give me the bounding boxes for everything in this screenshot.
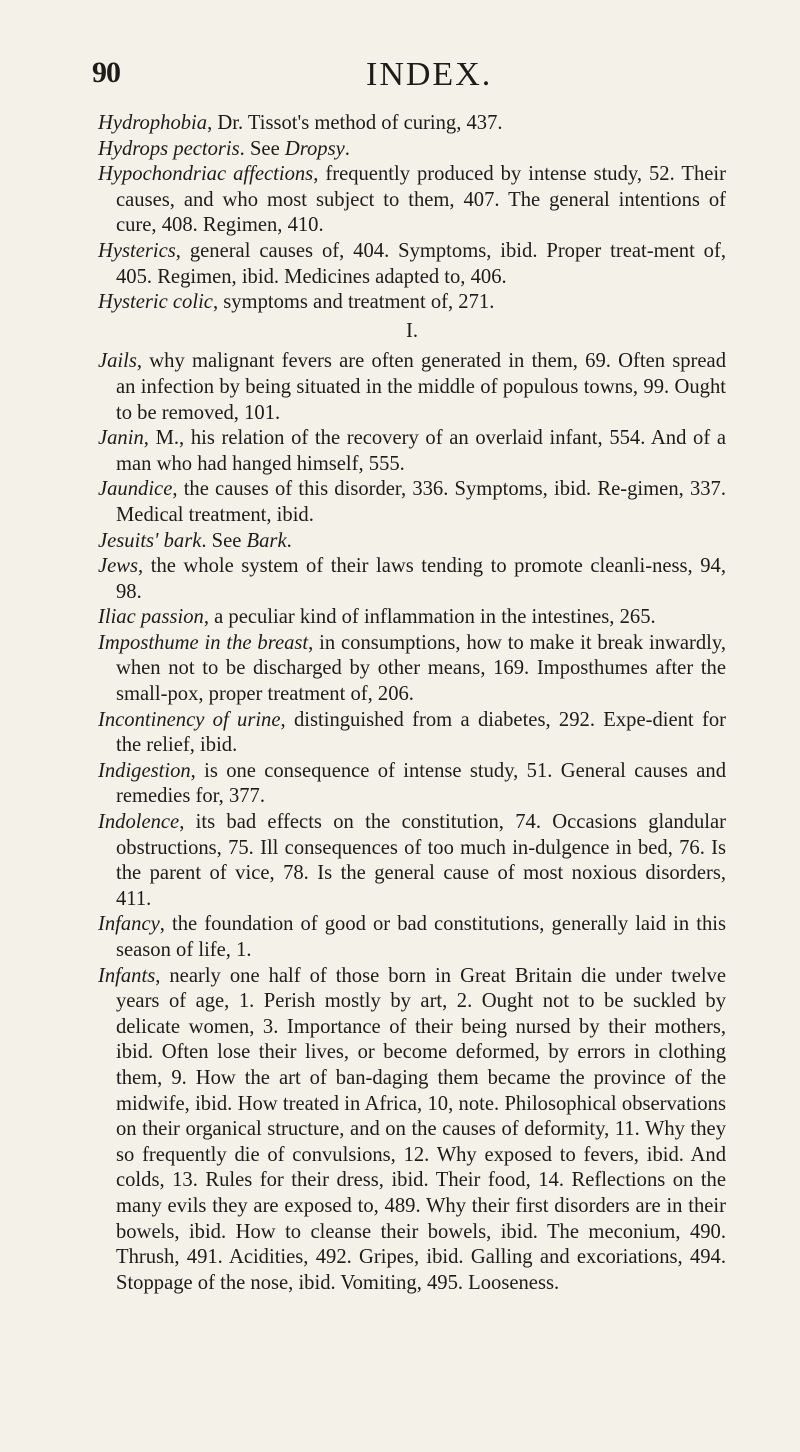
page-header bbox=[92, 56, 730, 96]
index-entry bbox=[98, 349, 726, 426]
index-entry bbox=[98, 759, 726, 810]
entry-term: Hydrops pectoris bbox=[98, 137, 240, 160]
entry-term: Hysterics bbox=[98, 239, 176, 262]
entry-text: , a peculiar kind of inflammation in the intestines, 265. bbox=[203, 606, 656, 629]
index-entry bbox=[98, 162, 726, 239]
index-entry bbox=[98, 912, 726, 963]
entry-cross-reference: Bark bbox=[246, 529, 287, 552]
entry-text: , in consumptions, how to make it break inwardly, when not to be discharged by other means, 169. Imposthumes after the small-pox, proper treatment of, 206. bbox=[116, 631, 726, 706]
entry-text: , the causes of this disorder, 336. Symptoms, ibid. Re-gimen, 337. Medical treatment, ibid. bbox=[116, 478, 726, 526]
entry-text: . See bbox=[201, 529, 247, 552]
index-entry bbox=[98, 605, 726, 631]
entry-term: Infancy bbox=[98, 913, 160, 936]
entry-text-tail: . bbox=[344, 137, 350, 160]
page-number: 90 bbox=[92, 56, 120, 89]
entry-text: , Dr. Tissot's method of curing, 437. bbox=[207, 112, 503, 134]
entry-text: , the whole system of their laws tending to promote cleanli-ness, 94, 98. bbox=[116, 555, 726, 603]
entry-term: Hysteric colic bbox=[98, 291, 213, 314]
entry-term: Indolence bbox=[98, 811, 180, 834]
index-entry bbox=[98, 810, 726, 912]
entry-text: , symptoms and treatment of, 271. bbox=[212, 291, 495, 314]
index-entry bbox=[98, 708, 726, 759]
index-entries bbox=[98, 111, 726, 1296]
entry-term: Jaundice bbox=[98, 478, 173, 501]
entry-term: Janin bbox=[98, 427, 144, 450]
entry-term: Jesuits' bark bbox=[98, 529, 202, 552]
index-entry bbox=[98, 477, 726, 528]
entry-text: , the foundation of good or bad constitutions, generally laid in this season of life, 1. bbox=[116, 913, 726, 961]
entry-text: , nearly one half of those born in Great Britain die under twelve years of age, 1. Perish mostly by art, 2. Ought not to be suckled by delicate women, 3. Importance of their being nursed by their mothers, ibid. Often lose their lives, or become deformed, by errors in clothing them, 9. How the art of ban-daging them became the province of the midwife, ibid. How treated in Africa, 10, note. Philosophical observations on their organical structure, and on the causes of deformity, 11. Why they so frequently die of convulsions, 12. Why exposed to fevers, ibid. And colds, 13. Rules for their dress, ibid. Their food, 14. Reflections on the many evils they are exposed to, 489. Why their first disorders are in their bowels, ibid. How to cleanse their bowels, ibid. The meconium, 490. Thrush, 491. Acidities, 492. Gripes, ibid. Galling and excoriations, 494. Stoppage of the nose, ibid. Vomiting, 495. Looseness. bbox=[116, 964, 726, 1294]
entry-text: , general causes of, 404. Symptoms, ibid. Proper treat-ment of, 405. Regimen, ibid. Medicines adapted to, 406. bbox=[116, 239, 726, 288]
entry-cross-reference: Dropsy bbox=[284, 137, 345, 160]
entry-term: Jews bbox=[98, 555, 139, 578]
entry-text: . See bbox=[239, 137, 285, 160]
entry-term: Imposthume in the breast bbox=[98, 631, 309, 654]
index-entry bbox=[98, 137, 726, 163]
entry-text: , is one consequence of intense study, 51. General causes and remedies for, 377. bbox=[116, 759, 726, 808]
running-title: INDEX. bbox=[366, 56, 493, 93]
index-entry bbox=[98, 631, 726, 708]
entry-term: Iliac passion bbox=[98, 606, 204, 629]
entry-term: Indigestion bbox=[98, 759, 191, 782]
section-letter: I. bbox=[405, 319, 418, 342]
index-entry bbox=[98, 964, 726, 1297]
entry-text: , distinguished from a diabetes, 292. Expe-dient for the relief, ibid. bbox=[116, 708, 726, 757]
entry-term: Incontinency of urine bbox=[98, 708, 281, 731]
index-entry bbox=[98, 554, 726, 605]
entry-text: , its bad effects on the constitution, 74. Occasions glandular obstructions, 75. Ill consequences of too much in-dulgence in bed, 76. Is the parent of vice, 78. Is the general cause of most noxious disorders, 411. bbox=[116, 811, 726, 910]
index-entry bbox=[98, 290, 726, 316]
entry-term: Infants bbox=[98, 964, 156, 987]
index-entry bbox=[98, 426, 726, 477]
index-entry bbox=[98, 111, 726, 137]
entry-term: Hydrophobia bbox=[98, 112, 208, 134]
entry-text-tail: . bbox=[286, 529, 292, 552]
entry-text: , frequently produced by intense study, 52. Their causes, and who most subject to them, 407. The general intentions of cure, 408. Regimen, 410. bbox=[116, 163, 726, 237]
entry-term: Hypochondriac affections bbox=[98, 163, 314, 186]
index-entry bbox=[98, 239, 726, 290]
entry-text: , M., his relation of the recovery of an overlaid infant, 554. And of a man who had hanged himself, 555. bbox=[116, 427, 726, 475]
entry-term: Jails bbox=[98, 350, 137, 373]
index-entry bbox=[98, 529, 726, 555]
entry-text: , why malignant fevers are often generated in them, 69. Often spread an infection by being situated in the middle of populous towns, 99. Ought to be removed, 101. bbox=[116, 350, 726, 424]
